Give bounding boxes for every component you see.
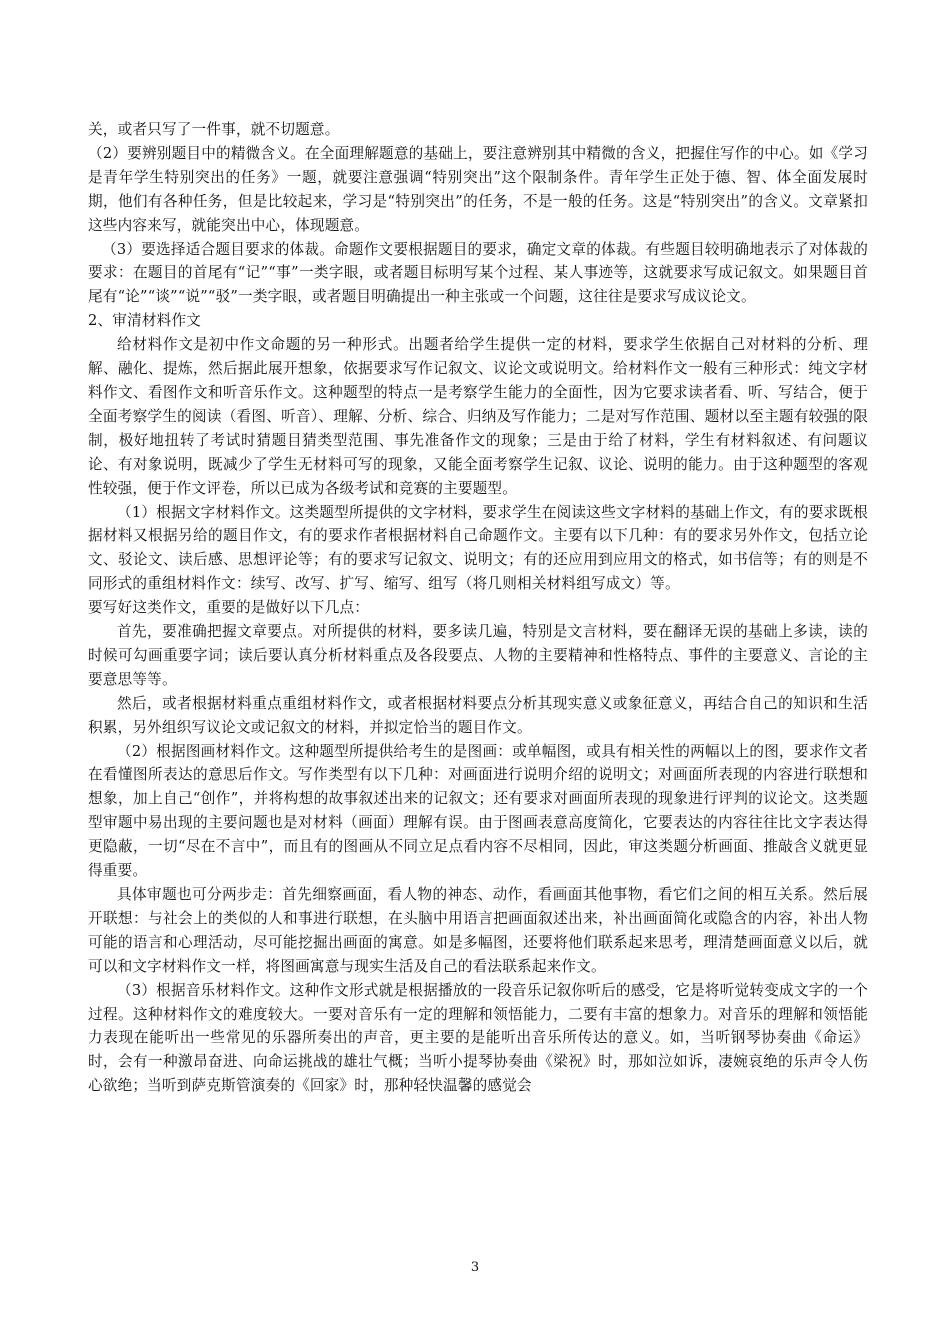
paragraph: （1）根据文字材料作文。这类题型所提供的文字材料，要求学生在阅读这些文字材料的基础上作文，有的要求既根据材料又根据另给的题目作文，有的要求作者根据材料自己命题作文。主要有以下几种：有的要求另外作文，包括立论文、驳论文、读后感、思想评论等；有的要求写记叙文、说明文；有的还应用到应用文的格式，如书信等；有的则是不同形式的重组材料作文：续写、改写、扩写、缩写、组写（将几则相关材料组写成文）等。 <box>88 503 868 593</box>
paragraph: （3）要选择适合题目要求的体裁。命题作文要根据题目的要求，确定文章的体裁。有些题目较明确地表示了对体裁的要求：在题目的首尾有“记”“事”一类字眼，或者题目标明写某个过程、某人事迹等，这就要求写成记叙文。如果题目首尾有“论”“谈”“说”“驳”一类字眼，或者题目明确提出一种主张或一个问题，这往往是要求写成议论文。 <box>88 240 868 306</box>
paragraph: 然后，或者根据材料重点重组材料作文，或者根据材料要点分析其现实意义或象征意义，再结合自己的知识和生活积累，另外组织写议论文或记叙文的材料，并拟定恰当的题目作文。 <box>88 694 868 736</box>
paragraph: （3）根据音乐材料作文。这种作文形式就是根据播放的一段音乐记叙你听后的感受，它是将听觉转变成文字的一个过程。这种材料作文的难度较大。一要对音乐有一定的理解和领悟能力，二要有丰富的想象力。对音乐的理解和领悟能力表现在能听出一些常见的乐器所奏出的声音，更主要的是能听出音乐所传达的意义。如，当听钢琴协奏曲《命运》时，会有一种激昂奋进、向命运挑战的雄壮气概；当听小提琴协奏曲《梁祝》时，那如泣如诉，凄婉哀绝的乐声令人伤心欲绝；当听到萨克斯管演奏的《回家》时，那种轻快温馨的感觉会 <box>88 981 868 1095</box>
paragraph: 给材料作文是初中作文命题的另一种形式。出题者给学生提供一定的材料，要求学生依据自己对材料的分析、理解、融化、提炼，然后据此展开想象，依据要求写作记叙文、议论文或说明文。给材料作文一般有三种形式：纯文字材料作文、看图作文和听音乐作文。这种题型的特点一是考察学生能力的全面性，因为它要求读者看、听、写结合，便于全面考察学生的阅读（看图、听音）、理解、分析、综合、归纳及写作能力；二是对写作范围、题材以至主题有较强的限制，极好地扭转了考试时猜题目猜类型范围、事先准备作文的现象；三是由于给了材料，学生有材料叙述、有问题议论、有对象说明，既减少了学生无材料可写的现象，又能全面考察学生记叙、议论、说明的能力。由于这种题型的客观性较强，便于作文评卷，所以已成为各级考试和竞赛的主要题型。 <box>88 336 868 497</box>
paragraph: 具体审题也可分两步走：首先细察画面，看人物的神态、动作，看画面其他事物，看它们之间的相互关系。然后展开联想：与社会上的类似的人和事进行联想，在头脑中用语言把画面叙述出来，补出画面简化或隐含的内容，补出人物可能的语言和心理活动，尽可能挖掘出画面的寓意。如是多幅图，还要将他们联系起来思考，理清楚画面意义以后，就可以和文字材料作文一样，将图画寓意与现实生活及自己的看法联系起来作文。 <box>88 886 868 975</box>
paragraph: 要写好这类作文，重要的是做好以下几点： <box>88 599 370 617</box>
document-body <box>88 118 868 1098</box>
section-heading: 2、审清材料作文 <box>88 312 202 330</box>
paragraph: 关，或者只写了一件事，就不切题意。 <box>88 121 340 138</box>
page-number: 3 <box>470 1260 480 1275</box>
paragraph: （2）根据图画材料作文。这种题型所提供给考生的是图画：或单幅图，或具有相关性的两幅以上的图，要求作文者在看懂图所表达的意思后作文。写作类型有以下几种：对画面进行说明介绍的说明文；对画面所表现的内容进行联想和想象，加上自己“创作”，并将构想的故事叙述出来的记叙文；还有要求对画面所表现的现象进行评判的议论文。这类题型审题中易出现的主要问题也是对材料（画面）理解有误。由于图画表意高度简化，它要表达的内容往往比文字表达得更隐蔽，一切“尽在不言中”，而且有的图画从不同立足点看内容不尽相同，因此，审这类题分析画面、推敲含义就更显得重要。 <box>88 742 868 880</box>
paragraph: 首先，要准确把握文章要点。对所提供的材料，要多读几遍，特别是文言材料，要在翻译无误的基础上多读，读的时候可勾画重要字词；读后要认真分析材料重点及各段要点、人物的主要精神和性格特点、事件的主要意义、言论的主要意思等等。 <box>88 623 868 688</box>
paragraph: （2）要辨别题目中的精微含义。在全面理解题意的基础上，要注意辨别其中精微的含义，把握住写作的中心。如《学习是青年学生特别突出的任务》一题，就要注意强调“特别突出”这个限制条件。青年学生正处于德、智、体全面发展时期，他们有各种任务，但是比较起来，学习是“特别突出”的任务，不是一般的任务。这是“特别突出”的含义。文章紧扣这些内容来写，就能突出中心，体现题意。 <box>88 144 868 234</box>
